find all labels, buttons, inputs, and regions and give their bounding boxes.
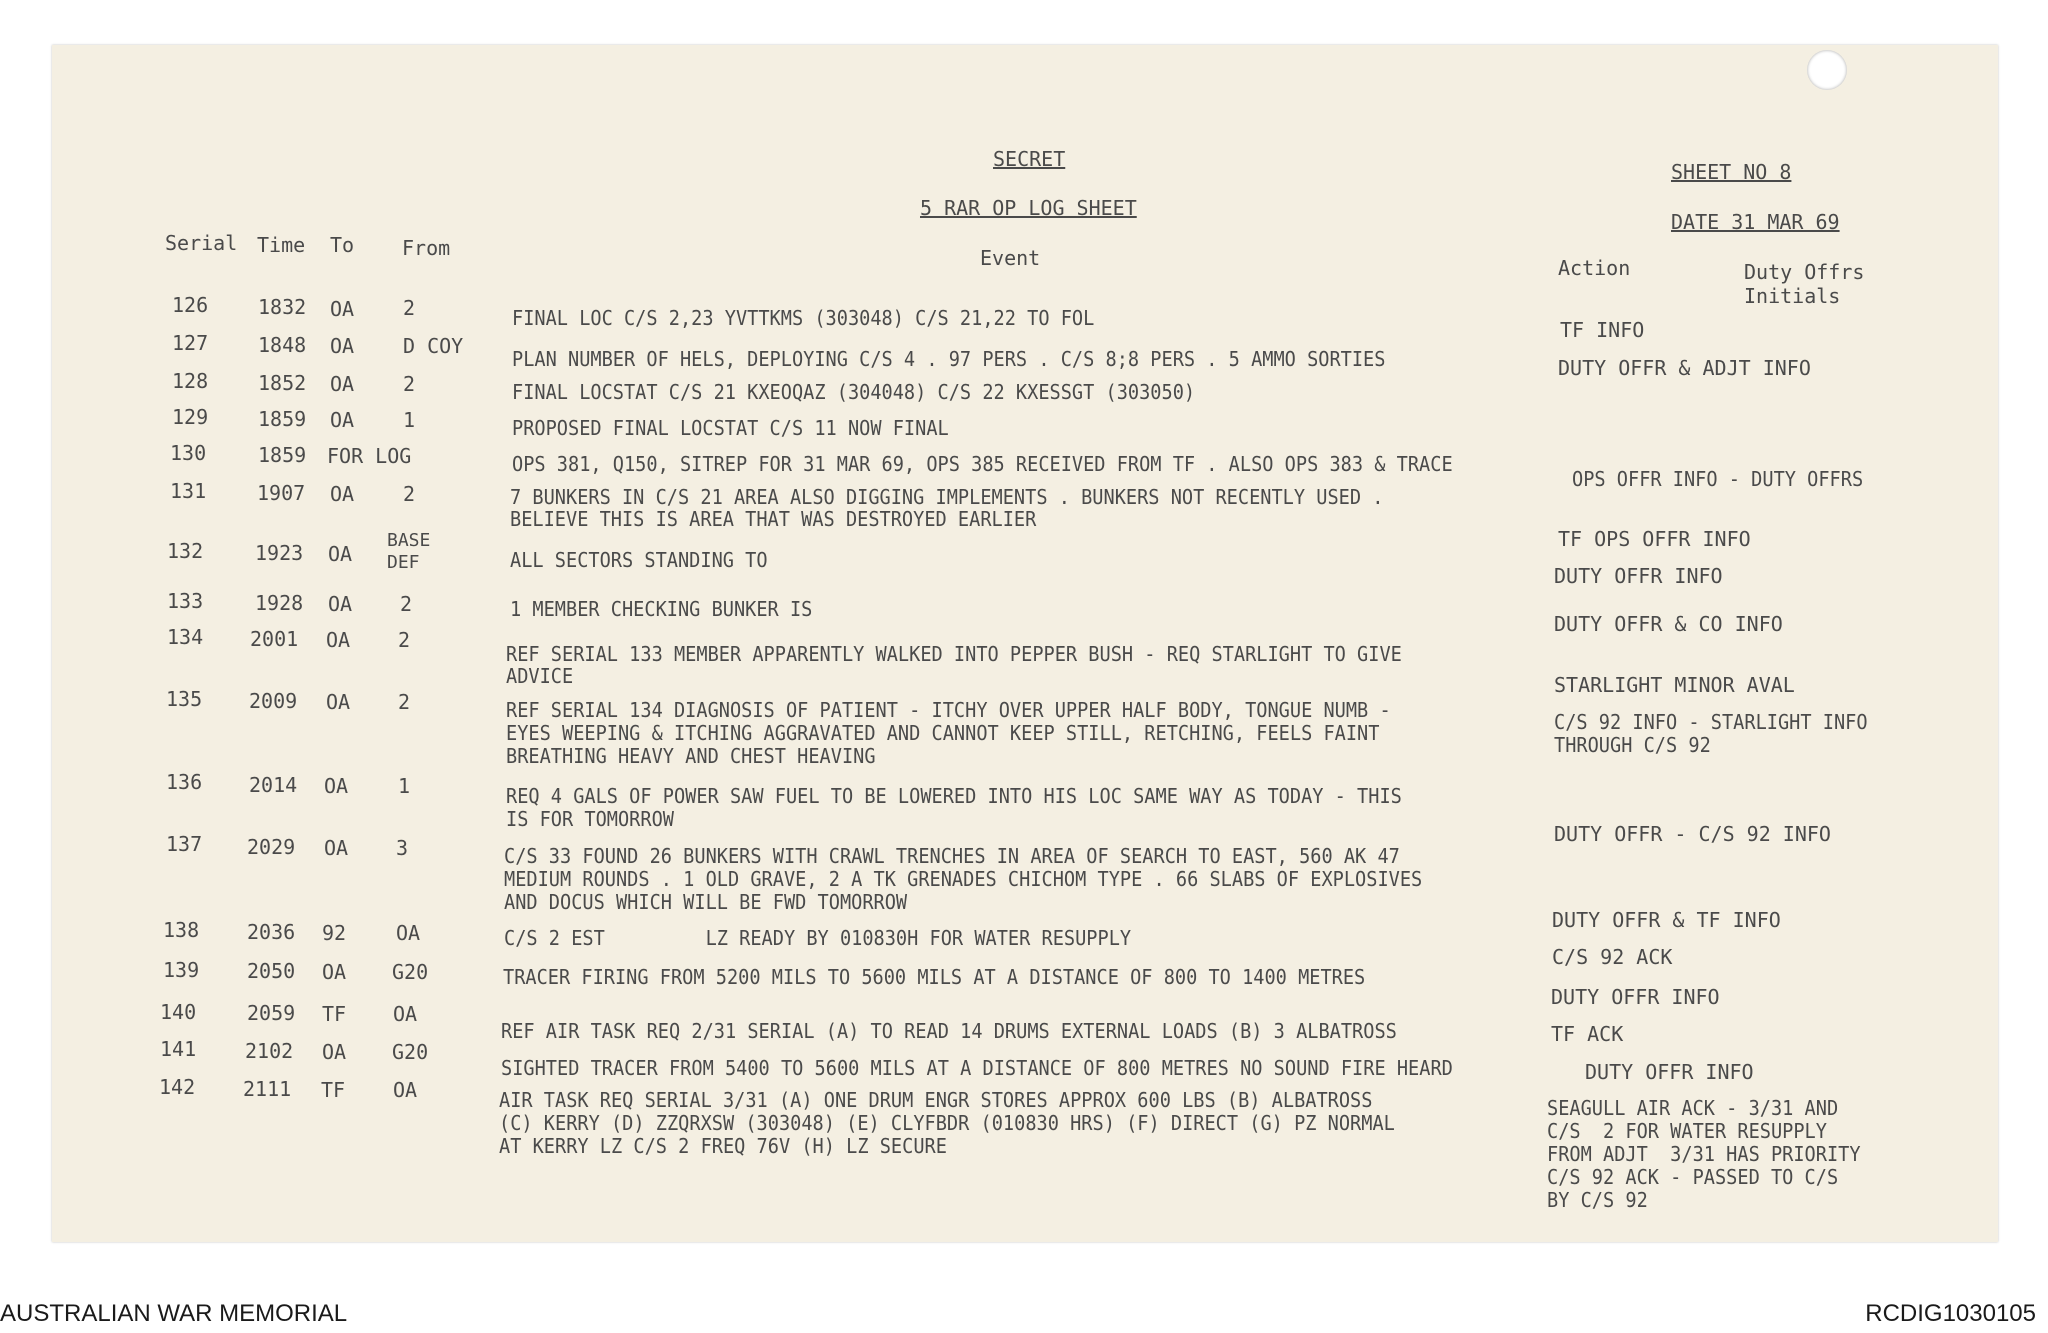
entry-from: G20 [392, 960, 429, 984]
entry-to: OA [330, 482, 355, 506]
entry-serial: 136 [166, 770, 203, 794]
entry-event: FINAL LOC C/S 2,23 YVTTKMS (303048) C/S 21,22 TO FOL [512, 306, 1095, 330]
entry-time: 1852 [258, 371, 307, 395]
entry-to: OA [324, 836, 349, 860]
entry-action: OPS OFFR INFO - DUTY OFFRS [1572, 467, 1864, 491]
entry-serial: 131 [170, 479, 207, 503]
entry-time: 2001 [250, 627, 299, 651]
archive-reference-id: RCDIG1030105 [1865, 1300, 2036, 1327]
entry-from: 2 [398, 628, 411, 652]
entry-serial: 137 [166, 832, 203, 856]
entry-from: D COY [403, 334, 464, 358]
entry-to: OA [322, 960, 347, 984]
sheet-date: DATE 31 MAR 69 [1671, 210, 1840, 234]
entry-time: 1923 [255, 541, 304, 565]
classification-heading: SECRET [993, 147, 1066, 171]
entry-to: OA [330, 408, 355, 432]
entry-from: G20 [392, 1040, 429, 1064]
entry-from: OA [396, 921, 421, 945]
entry-serial: 132 [167, 539, 204, 563]
entry-time: 2050 [247, 959, 296, 983]
entry-time: 2111 [243, 1077, 292, 1101]
col-action-header: Action [1558, 256, 1631, 280]
entry-serial: 133 [167, 589, 204, 613]
entry-time: 2102 [245, 1039, 294, 1063]
entry-time: 1907 [257, 481, 306, 505]
col-duty-initials-header: Duty Offrs Initials [1744, 260, 1865, 308]
entry-from: OA [393, 1002, 418, 1026]
entry-time: 2036 [247, 920, 296, 944]
entry-from: BASE DEF [387, 530, 431, 573]
entry-serial: 129 [172, 405, 209, 429]
entry-action: DUTY OFFR - C/S 92 INFO [1554, 822, 1831, 846]
entry-action: DUTY OFFR INFO [1585, 1060, 1754, 1084]
entry-action: STARLIGHT MINOR AVAL [1554, 673, 1795, 697]
entry-time: 2009 [249, 689, 298, 713]
entry-event: OPS 381, Q150, SITREP FOR 31 MAR 69, OPS 385 RECEIVED FROM TF . ALSO OPS 383 & TRACE [512, 452, 1453, 476]
entry-from: 3 [396, 836, 409, 860]
entry-from: 2 [400, 592, 413, 616]
entry-serial: 141 [160, 1037, 197, 1061]
entry-to: OA [330, 297, 355, 321]
entry-event: REF SERIAL 134 DIAGNOSIS OF PATIENT - ITCHY OVER UPPER HALF BODY, TONGUE NUMB - EYES WEEPING & ITCHING AGGRAVATED AND CANNOT KEEP STILL, RETCHING, FEELS FAINT BREATHING HEAVY AND CHEST HEAVING [506, 698, 1391, 768]
col-from-header: From [402, 236, 451, 260]
punch-hole [1807, 50, 1847, 90]
entry-serial: 142 [159, 1075, 196, 1099]
col-time-header: Time [257, 233, 306, 257]
entry-from: 1 [398, 774, 411, 798]
col-serial-header: Serial [165, 231, 238, 255]
entry-to: OA [326, 628, 351, 652]
entry-from: 2 [398, 690, 411, 714]
col-event-header: Event [980, 246, 1041, 270]
entry-event: C/S 2 EST LZ READY BY 010830H FOR WATER RESUPPLY [504, 926, 1132, 950]
entry-to: FOR LOG [327, 444, 412, 468]
entry-event: C/S 33 FOUND 26 BUNKERS WITH CRAWL TRENCHES IN AREA OF SEARCH TO EAST, 560 AK 47 MEDIUM ROUNDS . 1 OLD GRAVE, 2 A TK GRENADES CHICHOM TYPE . 66 SLABS OF EXPLOSIVES AND DOCUS WHICH WILL BE FWD TOMORROW [504, 844, 1423, 914]
entry-action: TF INFO [1560, 318, 1645, 342]
entry-from: 1 [403, 408, 416, 432]
entry-action: DUTY OFFR & CO INFO [1554, 612, 1783, 636]
entry-serial: 130 [170, 441, 207, 465]
entry-serial: 135 [166, 687, 203, 711]
entry-action: C/S 92 INFO - STARLIGHT INFO THROUGH C/S 92 [1554, 710, 1868, 757]
entry-from: 2 [403, 482, 416, 506]
entry-from: 2 [403, 296, 416, 320]
entry-action: DUTY OFFR & ADJT INFO [1558, 356, 1811, 380]
entry-event: ALL SECTORS STANDING TO [510, 548, 768, 572]
entry-time: 2014 [249, 773, 298, 797]
entry-serial: 128 [172, 369, 209, 393]
entry-event: REQ 4 GALS OF POWER SAW FUEL TO BE LOWERED INTO HIS LOC SAME WAY AS TODAY - THIS IS FOR TOMORROW [506, 784, 1402, 831]
entry-serial: 138 [163, 918, 200, 942]
entry-time: 1859 [258, 443, 307, 467]
entry-event: 1 MEMBER CHECKING BUNKER IS [510, 597, 813, 621]
entry-to: TF [322, 1002, 347, 1026]
entry-serial: 127 [172, 331, 209, 355]
entry-time: 2059 [247, 1001, 296, 1025]
entry-time: 1832 [258, 295, 307, 319]
entry-to: OA [328, 542, 353, 566]
entry-action: DUTY OFFR & TF INFO [1552, 908, 1781, 932]
entry-event: REF AIR TASK REQ 2/31 SERIAL (A) TO READ 14 DRUMS EXTERNAL LOADS (B) 3 ALBATROSS [501, 1019, 1397, 1043]
entry-serial: 139 [163, 958, 200, 982]
entry-to: OA [330, 372, 355, 396]
entry-serial: 126 [172, 293, 209, 317]
entry-action: DUTY OFFR INFO [1551, 985, 1720, 1009]
entry-event: TRACER FIRING FROM 5200 MILS TO 5600 MILS AT A DISTANCE OF 800 TO 1400 METRES [503, 965, 1366, 989]
entry-event: PLAN NUMBER OF HELS, DEPLOYING C/S 4 . 97 PERS . C/S 8;8 PERS . 5 AMMO SORTIES [512, 347, 1386, 371]
entry-action: TF OPS OFFR INFO [1558, 527, 1751, 551]
entry-action: C/S 92 ACK [1552, 945, 1673, 969]
entry-to: OA [322, 1040, 347, 1064]
entry-event: REF SERIAL 133 MEMBER APPARENTLY WALKED INTO PEPPER BUSH - REQ STARLIGHT TO GIVE ADVICE [506, 642, 1402, 688]
entry-to: OA [324, 774, 349, 798]
entry-serial: 140 [160, 1000, 197, 1024]
entry-action: TF ACK [1551, 1022, 1624, 1046]
entry-event: 7 BUNKERS IN C/S 21 AREA ALSO DIGGING IMPLEMENTS . BUNKERS NOT RECENTLY USED . BELIEVE THIS IS AREA THAT WAS DESTROYED EARLIER [510, 485, 1384, 531]
entry-action: DUTY OFFR INFO [1554, 564, 1723, 588]
entry-event: FINAL LOCSTAT C/S 21 KXEOQAZ (304048) C/S 22 KXESSGT (303050) [512, 380, 1196, 404]
entry-time: 2029 [247, 835, 296, 859]
entry-to: OA [330, 334, 355, 358]
archive-credit: AUSTRALIAN WAR MEMORIAL [0, 1300, 348, 1327]
entry-from: 2 [403, 372, 416, 396]
sheet-title: 5 RAR OP LOG SHEET [920, 196, 1137, 220]
sheet-number: SHEET NO 8 [1671, 160, 1792, 184]
entry-time: 1848 [258, 333, 307, 357]
entry-to: TF [321, 1078, 346, 1102]
entry-event: AIR TASK REQ SERIAL 3/31 (A) ONE DRUM ENGR STORES APPROX 600 LBS (B) ALBATROSS (C) KERRY (D) ZZQRXSW (303048) (E) CLYFBDR (010830 HRS) (F) DIRECT (G) PZ NORMAL AT KERRY LZ C/S 2 FREQ 76V (H) LZ SECURE [499, 1088, 1395, 1158]
entry-to: OA [328, 592, 353, 616]
entry-time: 1928 [255, 591, 304, 615]
entry-time: 1859 [258, 407, 307, 431]
entry-action: SEAGULL AIR ACK - 3/31 AND C/S 2 FOR WATER RESUPPLY FROM ADJT 3/31 HAS PRIORITY C/S 92 ACK - PASSED TO C/S BY C/S 92 [1547, 1096, 1861, 1212]
entry-event: SIGHTED TRACER FROM 5400 TO 5600 MILS AT A DISTANCE OF 800 METRES NO SOUND FIRE HEARD [501, 1056, 1453, 1080]
col-to-header: To [330, 233, 355, 257]
entry-to: OA [326, 690, 351, 714]
entry-serial: 134 [167, 625, 204, 649]
entry-from: OA [393, 1078, 418, 1102]
entry-event: PROPOSED FINAL LOCSTAT C/S 11 NOW FINAL [512, 416, 949, 440]
entry-to: 92 [322, 921, 347, 945]
